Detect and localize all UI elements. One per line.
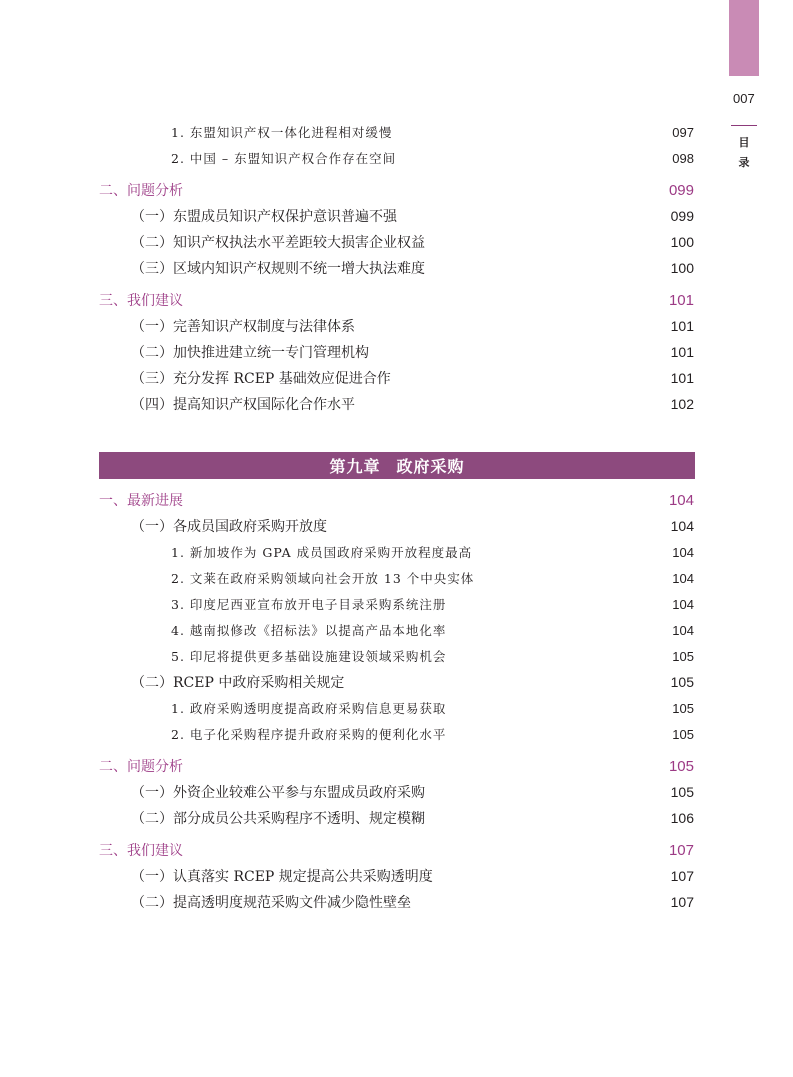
toc-entry-title: （二）RCEP 中政府采购相关规定 [131,675,345,691]
toc-page-number: 099 [668,181,694,199]
toc-page-number: 104 [672,544,694,560]
toc-entry-title: （一）完善知识产权制度与法律体系 [131,319,355,335]
toc-page-number: 105 [668,757,694,775]
toc-entry-title: 1. 政府采购透明度提高政府采购信息更易获取 [171,701,447,716]
toc-entry-title: （二）提高透明度规范采购文件减少隐性壁垒 [131,895,411,911]
toc-entry-title: （一）各成员国政府采购开放度 [131,519,327,535]
toc-entry[interactable] [131,316,694,336]
side-divider [731,125,757,126]
toc-entry-title: （四）提高知识产权国际化合作水平 [131,397,355,413]
toc-entry-title: （一）外资企业较难公平参与东盟成员政府采购 [131,785,425,801]
toc-page-number: 105 [672,726,694,742]
toc-subentry[interactable] [171,148,694,168]
toc-page-number: 104 [670,518,694,534]
toc-subentry[interactable] [171,620,694,640]
toc-page-number: 104 [668,491,694,509]
toc-entry[interactable] [131,232,694,252]
toc-page-number: 105 [672,648,694,664]
toc-entry-title: 2. 文莱在政府采购领域向社会开放 13 个中央实体 [171,571,475,586]
toc-entry[interactable] [131,258,694,278]
toc-entry[interactable] [131,866,694,886]
toc-entry-title: 三、我们建议 [99,293,183,309]
toc-page-number: 104 [672,570,694,586]
toc-entry-title: 5. 印尼将提供更多基础设施建设领域采购机会 [171,649,447,664]
toc-entry-title: 4. 越南拟修改《招标法》以提高产品本地化率 [171,623,447,638]
toc-entry-title: 一、最新进展 [99,493,183,509]
toc-entry[interactable] [131,782,694,802]
toc-entry-title: 2. 电子化采购程序提升政府采购的便利化水平 [171,727,447,742]
toc-page-number: 101 [670,370,694,386]
toc-entry[interactable] [131,342,694,362]
toc-entry-title: （二）加快推进建立统一专门管理机构 [131,345,369,361]
toc-page-number: 107 [668,841,694,859]
chapter-heading-bar [99,452,695,479]
toc-page-number: 100 [670,260,694,276]
side-tab-marker [729,0,759,76]
toc-subentry[interactable] [171,646,694,666]
toc-page-number: 106 [670,810,694,826]
toc-entry-title: （二）知识产权执法水平差距较大损害企业权益 [131,235,425,251]
side-section-label: 目录 [738,136,750,169]
toc-entry-title: 1. 新加坡作为 GPA 成员国政府采购开放程度最高 [171,545,473,560]
toc-entry-title: （一）东盟成员知识产权保护意识普遍不强 [131,209,397,225]
toc-subentry[interactable] [171,542,694,562]
toc-page-number: 101 [670,318,694,334]
page-number: 007 [733,91,755,106]
toc-entry-title: 3. 印度尼西亚宣布放开电子目录采购系统注册 [171,597,447,612]
toc-page-number: 104 [672,596,694,612]
chapter-title: 政府采购 [396,457,465,476]
toc-page-number: 101 [668,291,694,309]
toc-page-number: 099 [670,208,694,224]
toc-page-number: 104 [672,622,694,638]
toc-page-number: 107 [670,868,694,884]
toc-subentry[interactable] [171,122,694,142]
toc-section-heading[interactable] [99,756,694,776]
toc-entry-title: （一）认真落实 RCEP 规定提高公共采购透明度 [131,869,433,885]
toc-entry[interactable] [131,672,694,692]
toc-section-heading[interactable] [99,180,694,200]
toc-entry-title: 二、问题分析 [99,183,183,199]
toc-subentry[interactable] [171,594,694,614]
toc-page-number: 098 [672,150,694,166]
toc-page-number: 100 [670,234,694,250]
toc-page-number: 101 [670,344,694,360]
toc-section-heading[interactable] [99,290,694,310]
toc-entry-title: 三、我们建议 [99,843,183,859]
toc-page-number: 102 [670,396,694,412]
toc-page-number: 105 [670,784,694,800]
toc-entry-title: 2. 中国 – 东盟知识产权合作存在空间 [171,151,397,166]
toc-entry[interactable] [131,206,694,226]
toc-subentry[interactable] [171,724,694,744]
toc-entry[interactable] [131,368,694,388]
toc-entry-title: 二、问题分析 [99,759,183,775]
toc-entry-title: （二）部分成员公共采购程序不透明、规定模糊 [131,811,425,827]
toc-page-number: 107 [670,894,694,910]
toc-section-heading[interactable] [99,840,694,860]
toc-page-number: 105 [672,700,694,716]
toc-entry[interactable] [131,892,694,912]
toc-entry[interactable] [131,516,694,536]
toc-entry-title: （三）充分发挥 RCEP 基础效应促进合作 [131,371,391,387]
toc-entry[interactable] [131,808,694,828]
toc-entry[interactable] [131,394,694,414]
toc-subentry[interactable] [171,698,694,718]
toc-entry-title: （三）区域内知识产权规则不统一增大执法难度 [131,261,425,277]
toc-page-number: 105 [670,674,694,690]
toc-subentry[interactable] [171,568,694,588]
toc-entry-title: 1. 东盟知识产权一体化进程相对缓慢 [171,125,393,140]
toc-section-heading[interactable] [99,490,694,510]
toc-page-number: 097 [672,124,694,140]
chapter-number: 第九章 [329,457,381,476]
